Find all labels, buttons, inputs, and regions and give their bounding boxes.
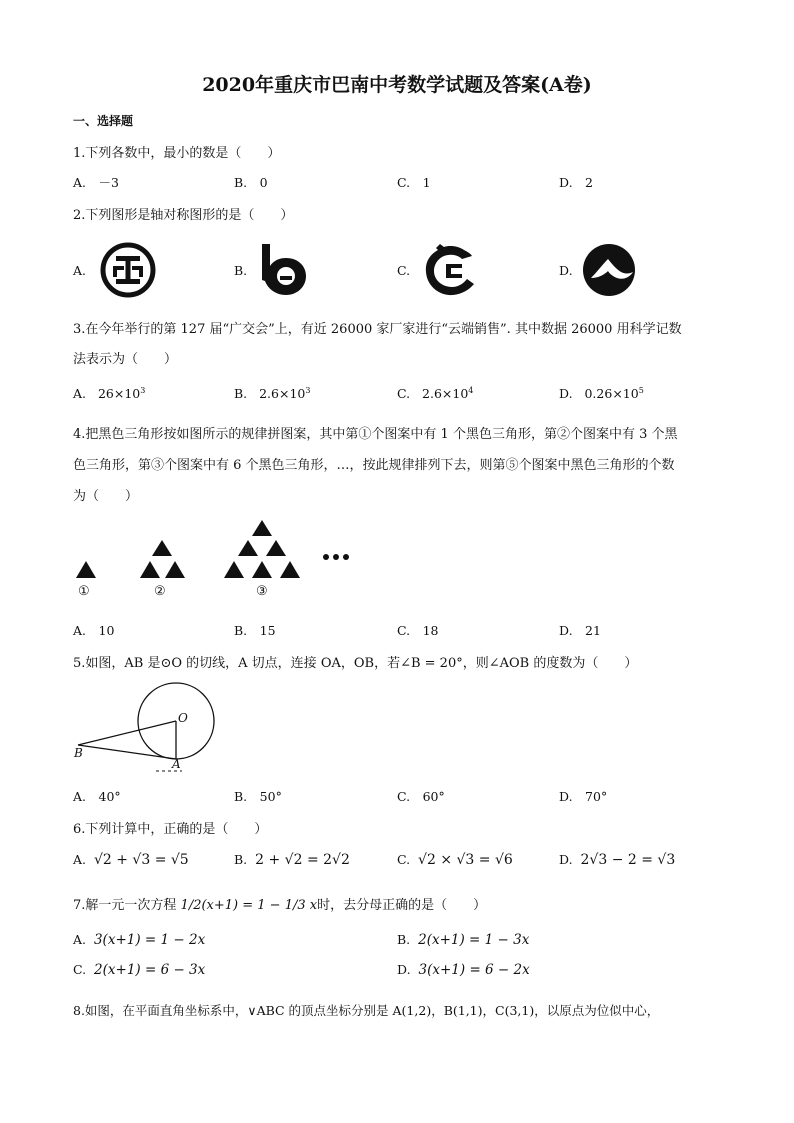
q5-option-a[interactable]: A. 40° <box>73 789 121 804</box>
q3-d-exp: 5 <box>638 386 644 395</box>
segment-ab <box>78 745 176 759</box>
q3-d-coef: 0.26×10 <box>584 386 639 402</box>
pattern-label-2: ② <box>154 584 166 599</box>
q7-stem-prefix: 7.解一元一次方程 <box>73 898 181 913</box>
q3-c-exp: 4 <box>468 386 474 395</box>
segment-ob <box>78 721 176 745</box>
q7-c-expr: 2(x+1) = 6 − 3x <box>94 962 206 978</box>
question-8-stem: 8.如图，在平面直角坐标系中，∨ABC 的顶点坐标分别是 A(1,2)，B(1,1)，C(3,1)，以原点为位似中心， <box>73 1003 660 1018</box>
q6-option-c[interactable] <box>397 852 513 868</box>
page-title: 2020年重庆市巴南中考数学试题及答案(A卷) <box>202 74 592 96</box>
q3-a-label: A. <box>73 386 87 402</box>
q2-option-c[interactable]: C. <box>397 263 411 278</box>
q1-option-d[interactable]: D. 2 <box>559 175 594 190</box>
pattern-3-triangle-top <box>252 520 272 536</box>
pattern-3-triangle <box>280 561 300 578</box>
q7-option-b[interactable] <box>397 932 529 948</box>
q6-a-label: A. <box>73 852 87 867</box>
question-1-stem: 1.下列各数中，最小的数是（ ） <box>73 146 281 161</box>
q2-option-d[interactable]: D. <box>559 263 573 278</box>
label-b: B <box>74 746 83 760</box>
pattern-label-1: ① <box>78 584 90 599</box>
q6-a-expr: √2 + √3 = √5 <box>93 852 189 868</box>
label-a: A <box>172 757 181 771</box>
q6-b-expr: 2 + √2 = 2√2 <box>255 852 350 868</box>
q7-b-label: B. <box>397 932 411 947</box>
q7-equation: 1/2(x+1) = 1 − 1/3 x <box>180 898 318 913</box>
pattern-3-triangle <box>252 561 272 578</box>
bank-b-logo-icon <box>256 242 312 298</box>
q7-a-expr: 3(x+1) = 1 − 2x <box>93 932 206 948</box>
q3-b-coef: 2.6×10 <box>259 386 306 402</box>
q7-a-label: A. <box>73 932 87 947</box>
q5-option-d[interactable]: D. 70° <box>559 789 608 804</box>
question-3-stem-line2: 法表示为（ ） <box>73 352 178 367</box>
q4-option-d[interactable]: D. 21 <box>559 623 601 638</box>
question-4-stem-line2: 色三角形，第③个图案中有 6 个黑色三角形，…，按此规律排列下去，则第⑤个图案中黑色三角形的个数 <box>73 458 675 473</box>
q1-option-b[interactable]: B. 0 <box>234 175 268 190</box>
q7-d-expr: 3(x+1) = 6 − 2x <box>418 962 530 978</box>
question-5-stem: 5.如图，AB 是⊙O 的切线，A 切点，连接 OA，OB，若∠B = 20°，则∠AOB 的度数为（ ） <box>73 656 638 671</box>
ellipsis-dot <box>323 554 329 560</box>
q6-d-expr: 2√3 − 2 = √3 <box>580 852 676 868</box>
circle-tangent-figure <box>70 680 220 775</box>
icbc-logo-icon <box>100 242 156 298</box>
q7-option-d[interactable] <box>397 962 530 978</box>
q7-b-expr: 2(x+1) = 1 − 3x <box>418 932 530 948</box>
pattern-3-triangle <box>238 540 258 556</box>
q3-c-label: C. <box>397 386 411 402</box>
question-3-stem-line1: 3.在今年举行的第 127 届“广交会”上，有近 26000 家厂家进行“云端销售”. 其中数据 26000 用科学记数 <box>73 322 682 337</box>
q3-option-b[interactable] <box>234 386 310 401</box>
q6-option-d[interactable] <box>559 852 675 868</box>
q3-b-label: B. <box>234 386 248 402</box>
pattern-3-triangle <box>266 540 286 556</box>
q3-option-a[interactable] <box>73 386 145 401</box>
q6-d-label: D. <box>559 852 573 867</box>
q6-c-expr: √2 × √3 = √6 <box>418 852 513 868</box>
question-2-stem: 2.下列图形是轴对称图形的是（ ） <box>73 208 294 223</box>
pattern-1-triangle <box>76 561 96 578</box>
question-4-stem-line1: 4.把黑色三角形按如图所示的规律拼图案，其中第①个图案中有 1 个黑色三角形，第②个图案中有 3 个黑 <box>73 427 678 442</box>
question-6-stem: 6.下列计算中，正确的是（ ） <box>73 822 268 837</box>
triangle-pattern-figure <box>70 518 370 588</box>
q3-a-exp: 3 <box>140 386 146 395</box>
q3-option-d[interactable] <box>559 386 644 401</box>
pattern-2-triangle-left <box>140 561 160 578</box>
question-7-stem <box>73 894 486 913</box>
q6-b-label: B. <box>234 852 248 867</box>
q3-a-coef: 26×10 <box>97 386 141 402</box>
q5-option-b[interactable]: B. 50° <box>234 789 282 804</box>
q7-d-label: D. <box>397 962 411 977</box>
pattern-2-triangle-top <box>152 540 172 556</box>
q6-c-label: C. <box>397 852 411 867</box>
q5-option-c[interactable]: C. 60° <box>397 789 445 804</box>
q2-option-a[interactable]: A. <box>73 263 87 278</box>
pattern-3-triangle <box>224 561 244 578</box>
q3-option-c[interactable] <box>397 386 473 401</box>
q3-d-label: D. <box>559 386 573 402</box>
dragon-c-logo-icon <box>420 242 480 298</box>
q2-option-b[interactable]: B. <box>234 263 248 278</box>
label-o: O <box>178 711 188 725</box>
q7-option-a[interactable] <box>73 932 205 948</box>
q4-option-a[interactable]: A. 10 <box>73 623 115 638</box>
q4-option-b[interactable]: B. 15 <box>234 623 276 638</box>
pattern-label-3: ③ <box>256 584 268 599</box>
section-heading: 一、选择题 <box>73 114 134 128</box>
pattern-2-triangle-right <box>165 561 185 578</box>
q6-option-a[interactable] <box>73 852 189 868</box>
question-4-stem-line3: 为（ ） <box>73 489 139 504</box>
q6-option-b[interactable] <box>234 852 350 868</box>
ellipsis-dot <box>343 554 349 560</box>
q7-option-c[interactable] <box>73 962 205 978</box>
q3-b-exp: 3 <box>305 386 311 395</box>
q7-stem-suffix: 时，去分母正确的是（ ） <box>317 898 487 913</box>
mountain-logo-icon <box>581 242 637 298</box>
q1-option-c[interactable]: C. 1 <box>397 175 431 190</box>
ellipsis-dot <box>333 554 339 560</box>
q3-c-coef: 2.6×10 <box>422 386 469 402</box>
q1-option-a[interactable]: A. －3 <box>73 175 119 190</box>
q4-option-c[interactable]: C. 18 <box>397 623 439 638</box>
q7-c-label: C. <box>73 962 87 977</box>
